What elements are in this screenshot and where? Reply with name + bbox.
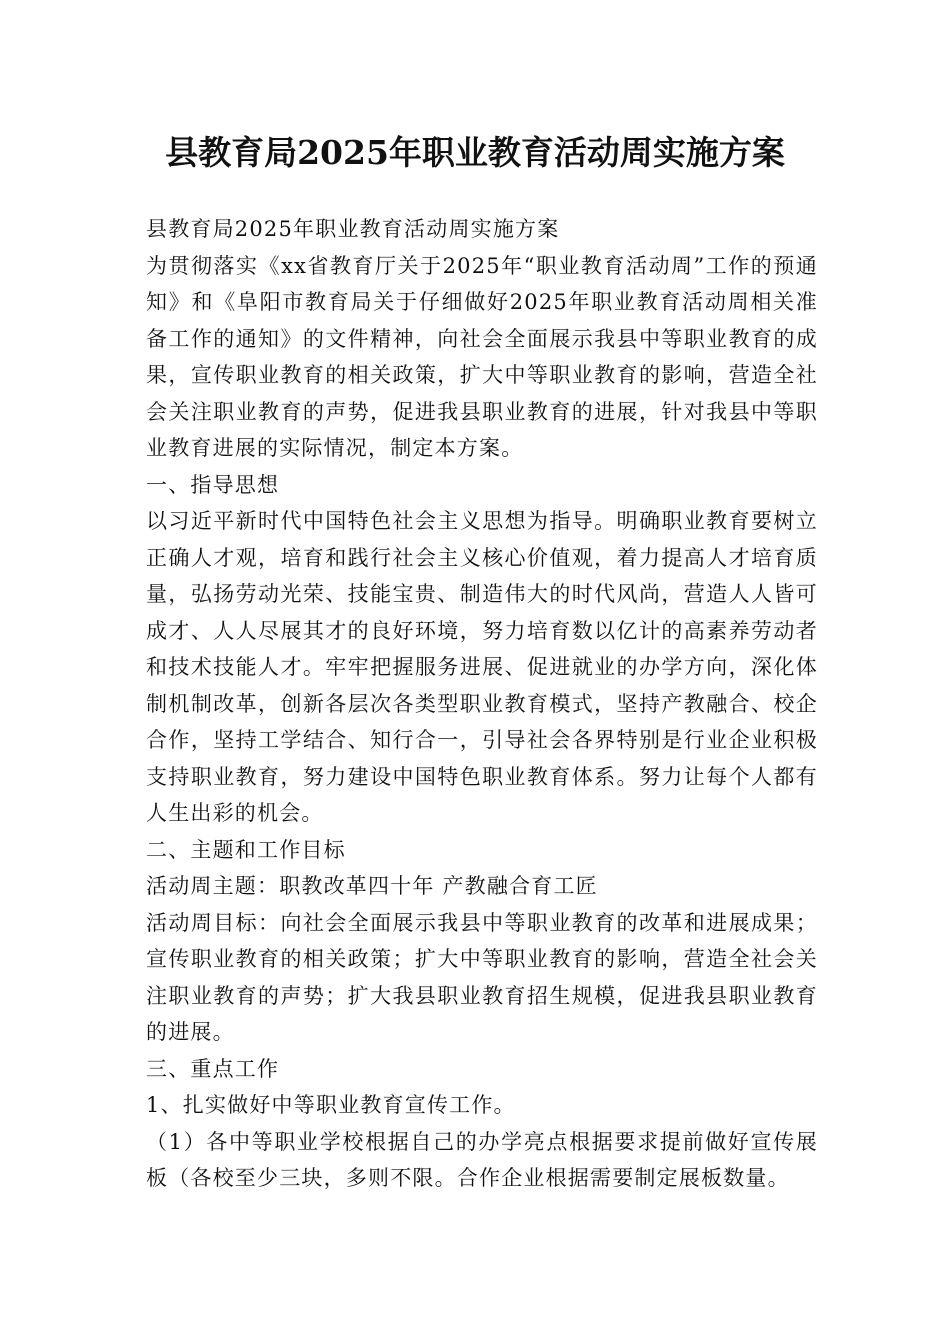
section-heading-guiding-ideology: 一、指导思想 [146, 472, 280, 497]
document-body [146, 211, 818, 1197]
guiding-ideology-paragraph: 以习近平新时代中国特色社会主义思想为指导。明确职业教育要树立正确人才观，培育和践行社会主义核心价值观，着力提高人才培育质量，弘扬劳动光荣、技能宝贵、制造伟大的时代风尚，营造人人皆可成才、人人尽展其才的良好环境，努力培育数以亿计的高素养劳动者和技术技能人才。牢牢把握服务进展、促进就业的办学方向，深化体制机制改革，创新各层次各类型职业教育模式，坚持产教融合、校企合作，坚持工学结合、知行合一，引导社会各界特别是行业企业积极支持职业教育，努力建设中国特色职业教育体系。努力让每个人都有人生出彩的机会。 [146, 509, 818, 825]
section-heading-key-work: 三、重点工作 [146, 1056, 280, 1081]
section-heading-theme-goals: 二、主题和工作目标 [146, 837, 346, 862]
intro-paragraph: 为贯彻落实《xx省教育厅关于2025年“职业教育活动周”工作的预通知》和《阜阳市教育局关于仔细做好2025年职业教育活动周相关准备工作的通知》的文件精神，向社会全面展示我县中等职业教育的成果，宣传职业教育的相关政策，扩大中等职业教育的影响，营造全社会关注职业教育的声势，促进我县职业教育的进展，针对我县中等职业教育进展的实际情况，制定本方案。 [146, 253, 818, 460]
theme-paragraph: 活动周主题：职教改革四十年 产教融合育工匠 [146, 874, 598, 898]
subtitle-paragraph: 县教育局2025年职业教育活动周实施方案 [146, 217, 560, 241]
key-work-item-1: 1、扎实做好中等职业教育宣传工作。 [146, 1093, 516, 1117]
goals-paragraph: 活动周目标：向社会全面展示我县中等职业教育的改革和进展成果；宣传职业教育的相关政策；扩大中等职业教育的影响，营造全社会关注职业教育的声势；扩大我县职业教育招生规模，促进我县职业教育的进展。 [146, 910, 818, 1044]
key-work-item-1-1: （1）各中等职业学校根据自己的办学亮点根据要求提前做好宣传展板（各校至少三块，多则不限。合作企业根据需要制定展板数量。 [146, 1129, 818, 1190]
document-title: 县教育局2025年职业教育活动周实施方案 [165, 133, 785, 172]
